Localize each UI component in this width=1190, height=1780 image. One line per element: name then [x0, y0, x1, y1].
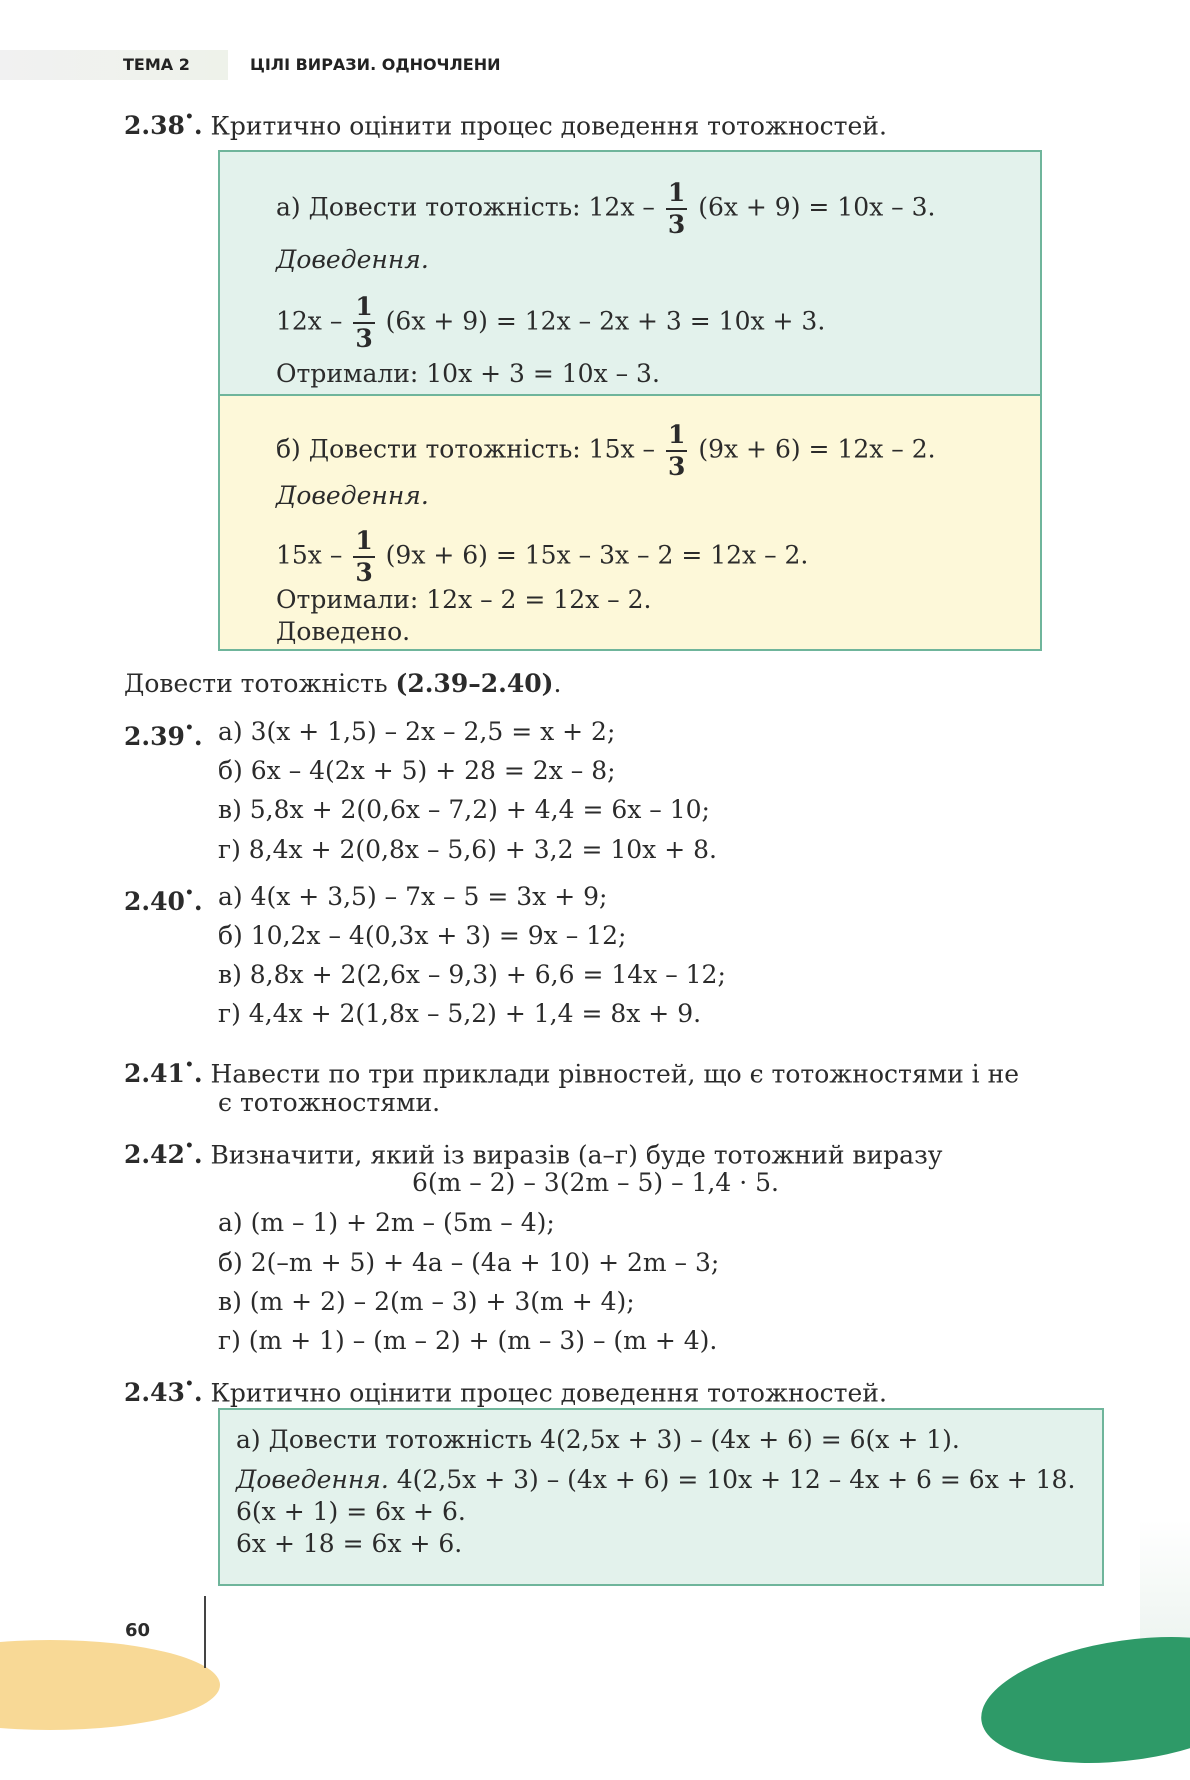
proof-2-43-line1: Доведення. 4(2,5x + 3) – (4x + 6) = 10x + 12 – 4x + 6 = 6x + 18.	[236, 1465, 1076, 1494]
decorative-swoosh-green	[973, 1620, 1190, 1780]
list-item: в) (m + 2) – 2(m – 3) + 3(m + 4);	[218, 1287, 635, 1316]
footer-divider	[204, 1596, 206, 1668]
proof-b-calc: 15x – $\frac{1}{3}$ (9x + 6) = 15x – 3x – 2 = 12x – 2.	[276, 526, 809, 587]
exercise-2-41-cont: є тотожностями.	[218, 1088, 441, 1117]
proof-a-title: а) Довести тотожність: 12x – $\frac{1}{3}$ (6x + 9) = 10x – 3.	[276, 178, 936, 239]
fraction: $\frac{1}{3}$	[355, 292, 373, 353]
page-number: 60	[125, 1620, 151, 1641]
fraction: $\frac{1}{3}$	[355, 526, 373, 587]
list-item: г) 8,4x + 2(0,8x – 5,6) + 3,2 = 10x + 8.	[218, 835, 717, 864]
list-item: б) 2(–m + 5) + 4a – (4a + 10) + 2m – 3;	[218, 1248, 720, 1277]
exercise-2-40-number: 2.40•.	[124, 885, 203, 917]
proof-2-43-line2: 6(x + 1) = 6x + 6.	[236, 1497, 466, 1526]
proof-box-2-43	[218, 1408, 1104, 1586]
page-header	[0, 50, 1190, 80]
list-item: г) 4,4x + 2(1,8x – 5,2) + 1,4 = 8x + 9.	[218, 999, 702, 1028]
decorative-swoosh-yellow	[0, 1640, 220, 1730]
list-item: в) 5,8x + 2(0,6x – 7,2) + 4,4 = 6x – 10;	[218, 795, 710, 824]
proof-a-calc: 12x – $\frac{1}{3}$ (6x + 9) = 12x – 2x + 3 = 10x + 3.	[276, 292, 826, 353]
exercise-2-41: 2.41•. Навести по три приклади рівностей, що є тотожностями і не	[124, 1057, 1020, 1089]
list-item: г) (m + 1) – (m – 2) + (m – 3) – (m + 4).	[218, 1326, 718, 1355]
proof-2-43-line3: 6x + 18 = 6x + 6.	[236, 1529, 463, 1558]
chapter-title: ЦІЛІ ВИРАЗИ. ОДНОЧЛЕНИ	[250, 55, 501, 74]
target-expression: 6(m – 2) – 3(2m – 5) – 1,4 · 5.	[412, 1168, 779, 1197]
proof-box-a	[218, 150, 1042, 396]
proof-box-b	[218, 394, 1042, 651]
fraction: $\frac{1}{3}$	[667, 178, 686, 239]
proof-2-43-title: а) Довести тотожність 4(2,5x + 3) – (4x + 6) = 6(x + 1).	[236, 1425, 960, 1454]
proof-b-title: б) Довести тотожність: 15x – $\frac{1}{3}$ (9x + 6) = 12x – 2.	[276, 420, 936, 481]
list-item: б) 10,2x – 4(0,3x + 3) = 9x – 12;	[218, 921, 627, 950]
list-item: в) 8,8x + 2(2,6x – 9,3) + 6,6 = 14x – 12;	[218, 960, 726, 989]
proof-a-label: Доведення.	[276, 245, 429, 274]
list-item: а) (m – 1) + 2m – (5m – 4);	[218, 1208, 555, 1237]
instruction-line: Довести тотожність (2.39–2.40).	[124, 669, 562, 698]
topic-label: ТЕМА 2	[0, 50, 228, 80]
list-item: а) 4(x + 3,5) – 7x – 5 = 3x + 9;	[218, 882, 608, 911]
exercise-text: Критично оцінити процес доведення тотожностей.	[210, 111, 887, 141]
exercise-2-39-number: 2.39•.	[124, 720, 203, 752]
list-item: а) 3(x + 1,5) – 2x – 2,5 = x + 2;	[218, 717, 616, 746]
exercise-2-38-heading	[124, 105, 887, 142]
fraction: $\frac{1}{3}$	[667, 420, 686, 481]
proof-a-result: Отримали: 10x + 3 = 10x – 3.	[276, 359, 660, 388]
exercise-2-42: 2.42•. Визначити, який із виразів (а–г) буде тотожний виразу	[124, 1138, 943, 1170]
proof-b-label: Доведення.	[276, 481, 429, 510]
exercise-number: 2.38•.	[124, 109, 203, 141]
proof-b-done: Доведено.	[276, 617, 411, 646]
proof-b-result: Отримали: 12x – 2 = 12x – 2.	[276, 585, 652, 614]
list-item: б) 6x – 4(2x + 5) + 28 = 2x – 8;	[218, 756, 616, 785]
exercise-2-43-heading: 2.43•. Критично оцінити процес доведення тотожностей.	[124, 1376, 887, 1408]
